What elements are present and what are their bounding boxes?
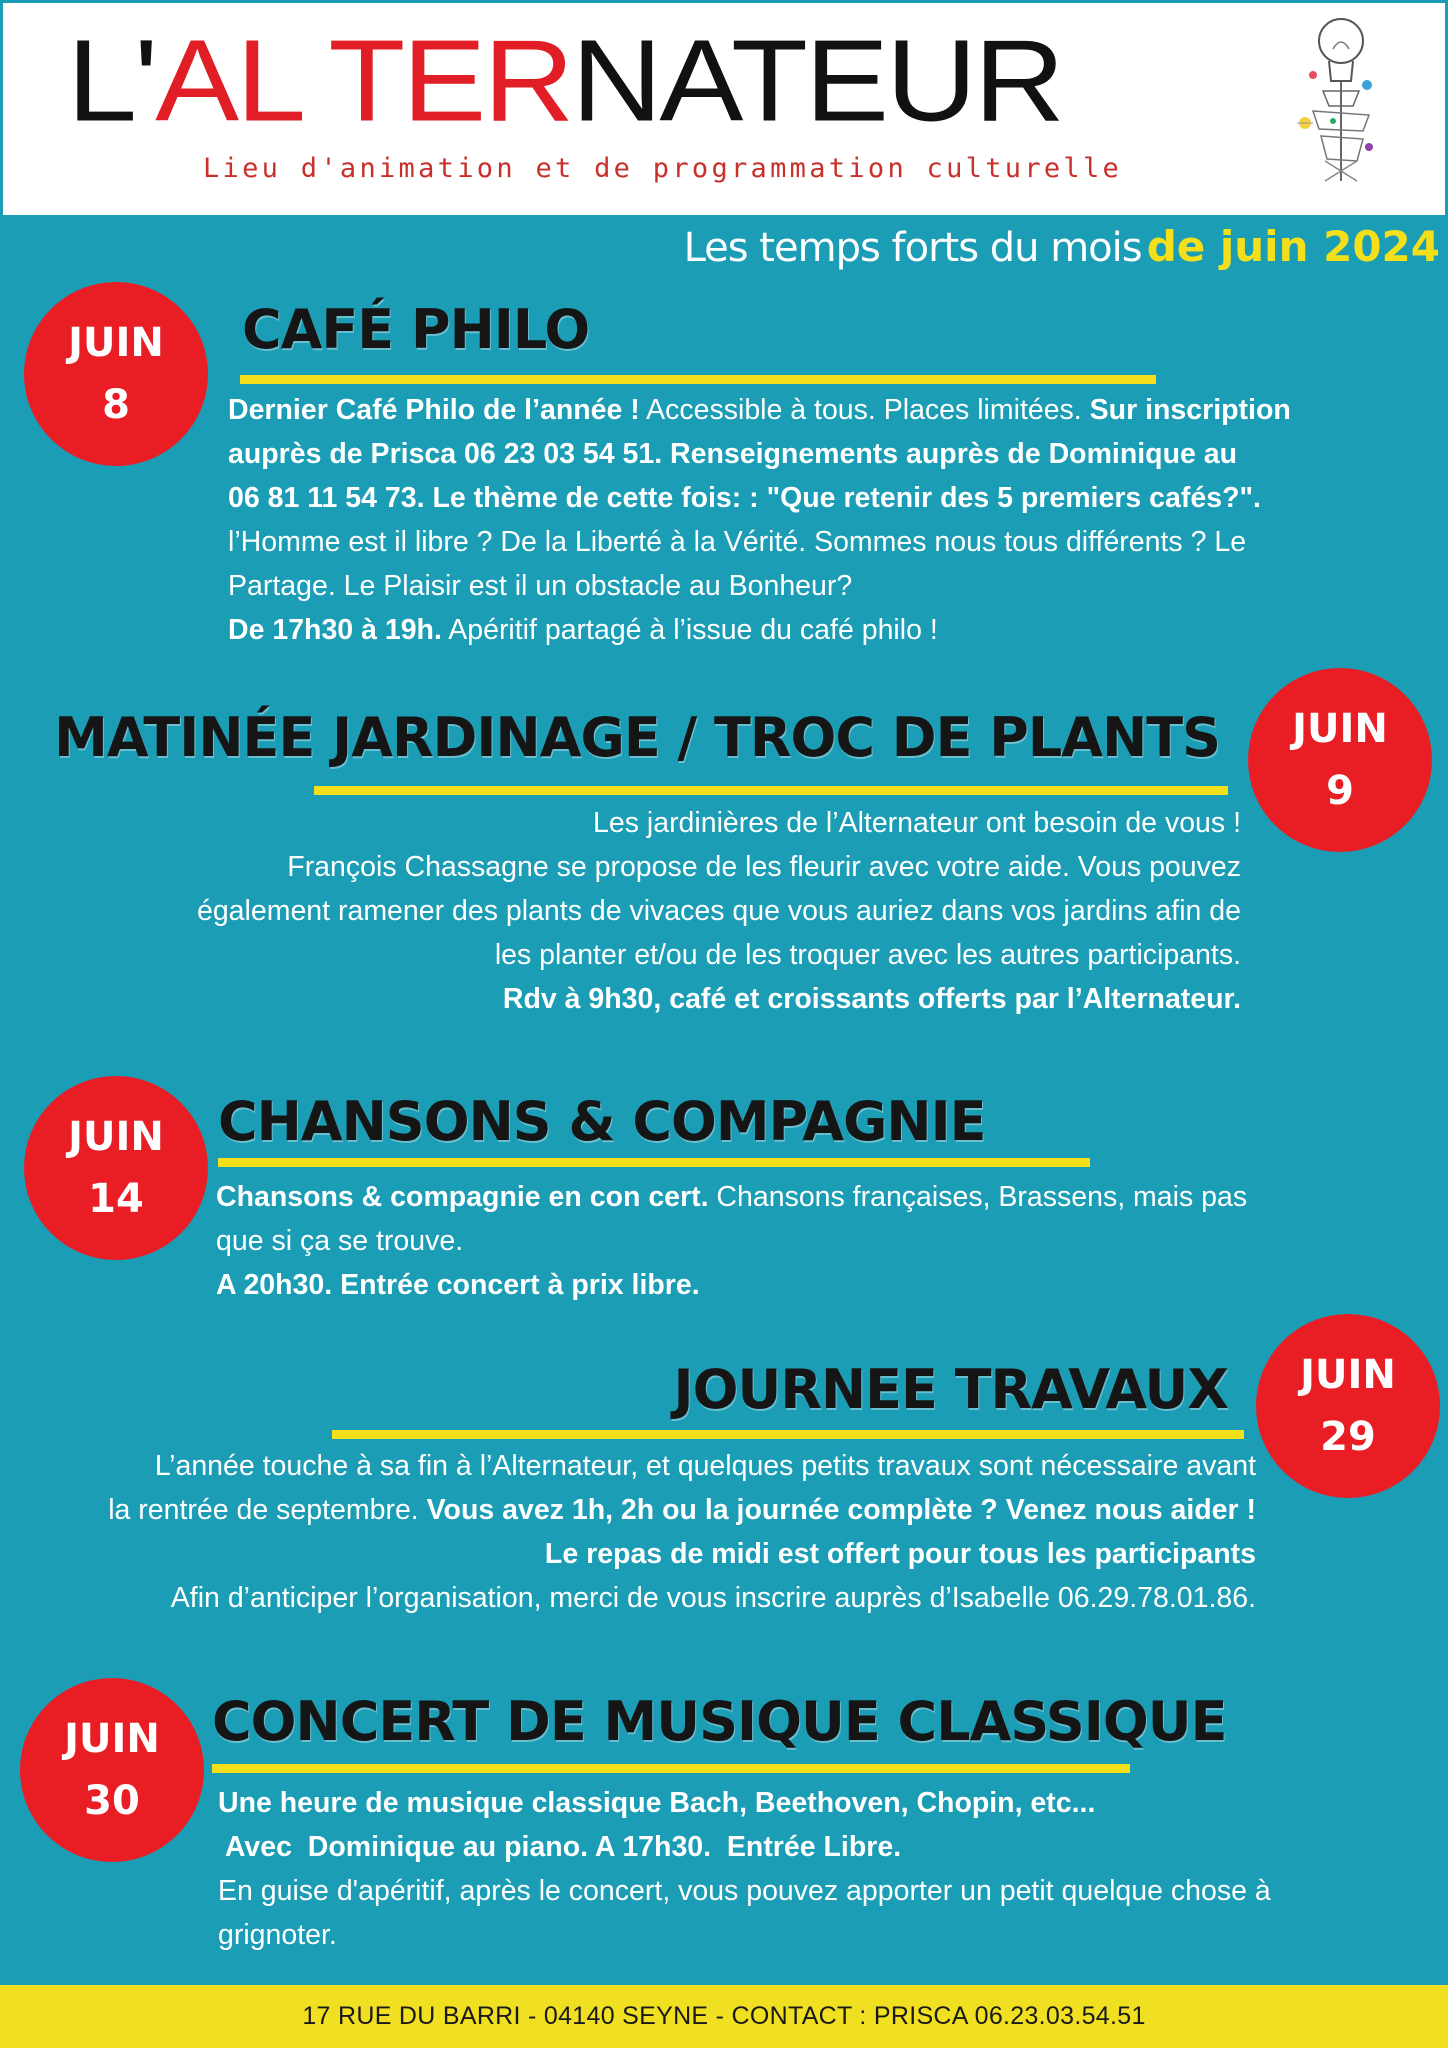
event-title: JOURNEE TRAVAUX [673,1358,1228,1421]
desc-text: que si ça se trouve. [216,1225,464,1257]
badge-month: JUIN [1300,1352,1396,1398]
month-heading [684,222,1440,271]
desc-text: L’année touche à sa fin à l’Alternateur, et quelques petits travaux sont nécessaire avant [154,1450,1256,1482]
desc-line [218,1781,1438,1825]
desc-line [216,1175,1416,1219]
badge-month: JUIN [68,1114,164,1160]
date-badge [1256,1314,1440,1498]
brand-part: AL [155,15,299,146]
tagline: Lieu d'animation et de programmation culturelle [203,153,1123,184]
event-description [228,388,1428,652]
desc-line [228,432,1428,476]
badge-month: JUIN [68,320,164,366]
event-title: CHANSONS & COMPAGNIE [218,1090,986,1153]
desc-line [216,1263,1416,1307]
title-underline [212,1764,1130,1773]
badge-day: 29 [1320,1414,1376,1460]
desc-text: Chansons françaises, Brassens, mais pas [708,1181,1248,1213]
desc-line [41,933,1241,977]
desc-bold-text: Rdv à 9h30, café et croissants offerts par l’Alternateur. [502,983,1241,1015]
desc-bold-text: De 17h30 à 19h. [228,614,442,646]
desc-line [228,520,1428,564]
event-description [41,801,1241,1021]
desc-line [218,1913,1438,1957]
brand-logo-text [67,15,1063,146]
brand-part: L' [67,15,156,146]
desc-bold-text: 06 81 11 54 73. Le thème de cette fois: : "Que retenir des 5 premiers cafés?". [228,482,1261,514]
lightbulb-icon [1283,11,1393,191]
desc-bold-text: Dernier Café Philo de l’année ! [228,394,640,426]
event-description [6,1444,1256,1620]
desc-bold-text: A 20h30. Entrée concert à prix libre. [216,1269,700,1301]
desc-line [6,1488,1256,1532]
desc-text: également ramener des plants de vivaces que vous auriez dans vos jardins afin de [196,895,1241,927]
brand-part [299,15,329,145]
event-description [218,1781,1438,1957]
desc-bold-text: Vous avez 1h, 2h ou la journée complète ? Venez nous aider ! [426,1494,1256,1526]
desc-text: les planter et/ou de les troquer avec les autres participants. [494,939,1241,971]
date-badge [1248,668,1432,852]
event-title: CONCERT DE MUSIQUE CLASSIQUE [212,1690,1227,1753]
title-underline [218,1158,1090,1167]
desc-line [6,1444,1256,1488]
desc-line [228,564,1428,608]
desc-bold-text: Sur inscription [1089,394,1291,426]
desc-line [41,977,1241,1021]
date-badge [24,282,208,466]
header-banner [3,3,1445,215]
desc-bold-text: Une heure de musique classique Bach, Beethoven, Chopin, etc... [218,1787,1096,1819]
desc-text: grignoter. [218,1919,337,1951]
desc-line [41,801,1241,845]
footer-contact-bar [0,1985,1448,2048]
desc-text: l’Homme est il libre ? De la Liberté à la Vérité. Sommes nous tous différents ? Le [228,526,1247,558]
desc-line [218,1825,1438,1869]
event-title: MATINÉE JARDINAGE / TROC DE PLANTS [54,706,1220,769]
brand-part: TER [328,15,572,146]
desc-line [218,1869,1438,1913]
desc-bold-text: Avec Dominique au piano. A 17h30. Entrée Libre. [218,1831,902,1863]
month-highlight: de juin 2024 [1146,222,1440,271]
desc-line [41,889,1241,933]
title-underline [240,375,1156,384]
badge-month: JUIN [1292,706,1388,752]
desc-line [6,1532,1256,1576]
badge-month: JUIN [64,1716,160,1762]
desc-text: Les jardinières de l’Alternateur ont besoin de vous ! [593,807,1241,839]
desc-bold-text: Chansons & compagnie en con cert. [216,1181,709,1213]
desc-text: Accessible à tous. Places limitées. [639,394,1090,426]
desc-text: Apéritif partagé à l’issue du café philo ! [441,614,938,646]
month-prefix: Les temps forts du mois [683,225,1142,271]
date-badge [20,1678,204,1862]
desc-line [6,1576,1256,1620]
badge-day: 8 [102,382,130,428]
desc-text: En guise d'apéritif, après le concert, vous pouvez apporter un petit quelque chose à [218,1875,1271,1907]
desc-line [228,608,1428,652]
event-description [216,1175,1416,1307]
desc-line [228,476,1428,520]
badge-day: 14 [88,1176,144,1222]
badge-day: 9 [1326,768,1354,814]
badge-day: 30 [84,1778,140,1824]
desc-bold-text: Le repas de midi est offert pour tous les participants [544,1538,1256,1570]
desc-line [41,845,1241,889]
desc-text: Partage. Le Plaisir est il un obstacle au Bonheur? [228,570,853,602]
desc-line [216,1219,1416,1263]
footer-text: 17 RUE DU BARRI - 04140 SEYNE - CONTACT : PRISCA 06.23.03.54.51 [302,2002,1146,2030]
desc-text: la rentrée de septembre. [108,1494,427,1526]
event-title: CAFÉ PHILO [242,298,590,361]
title-underline [332,1430,1244,1439]
desc-line [228,388,1428,432]
desc-text: François Chassagne se propose de les fleurir avec votre aide. Vous pouvez [287,851,1241,883]
desc-text: Afin d’anticiper l’organisation, merci de vous inscrire auprès d’Isabelle 06.29.78.01.86. [170,1582,1256,1614]
brand-part: NATEUR [571,15,1063,146]
date-badge [24,1076,208,1260]
title-underline [314,786,1228,795]
desc-bold-text: auprès de Prisca 06 23 03 54 51. Renseignements auprès de Dominique au [228,438,1238,470]
